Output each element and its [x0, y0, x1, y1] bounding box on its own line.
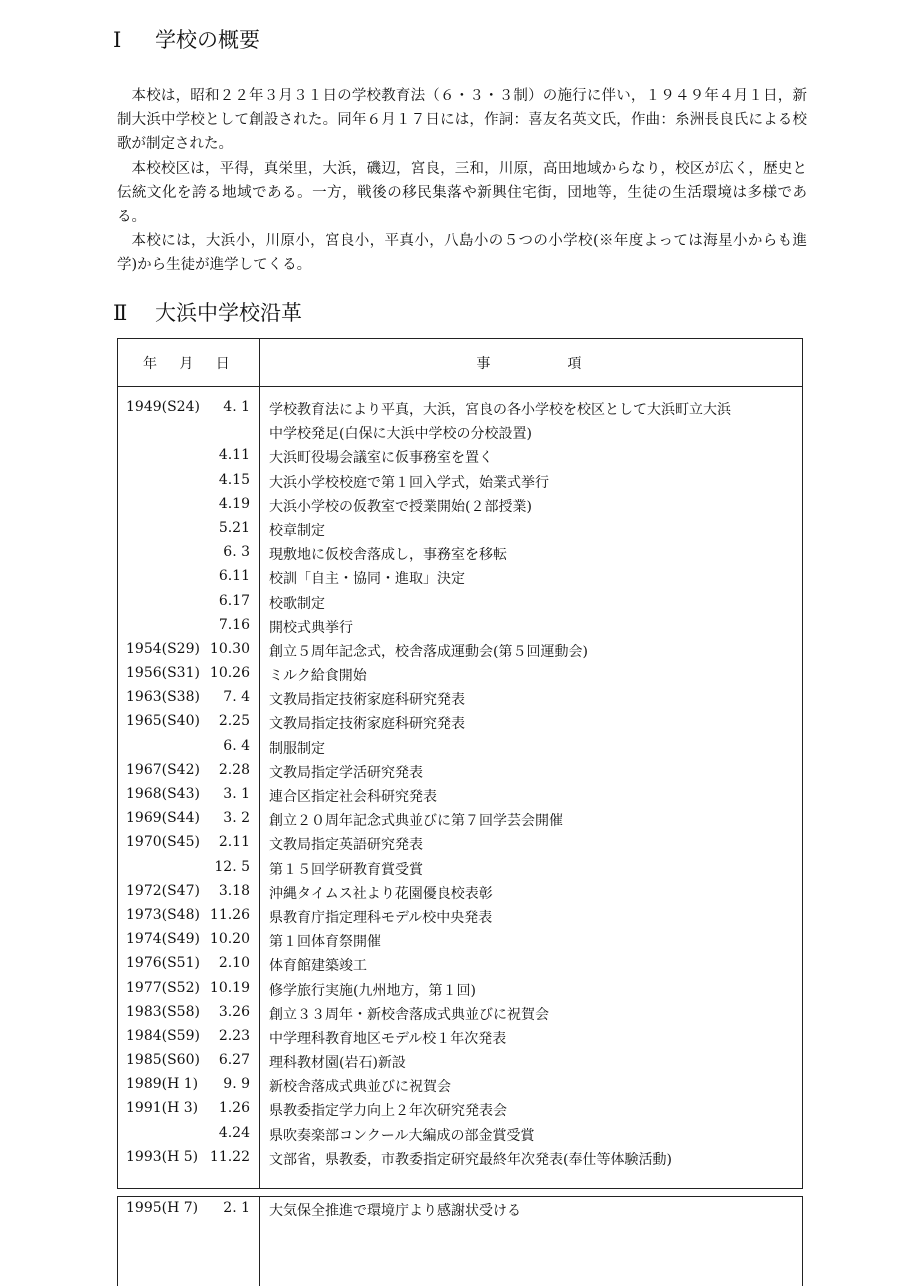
row-year: 1965(S40) — [126, 713, 200, 730]
row-event: ミルク給食開始 — [269, 668, 367, 685]
row-event: 文教局指定技術家庭科研究発表 — [269, 692, 465, 709]
row-date: 9. 9 — [223, 1076, 250, 1093]
row-date: 4. 1 — [223, 399, 250, 415]
row-date: 4.24 — [218, 1124, 250, 1141]
row-event: 文教局指定学活研究発表 — [269, 764, 423, 781]
section-title: 学校の概要 — [155, 28, 260, 52]
table-row — [118, 931, 802, 955]
row-event: 文教局指定技術家庭科研究発表 — [269, 716, 465, 733]
row-year: 1995(H 7) — [126, 1200, 199, 1216]
row-event: 連合区指定社会科研究発表 — [269, 789, 437, 805]
row-event: 校章制定 — [269, 522, 325, 539]
overview-paragraph: 本校は，昭和２２年３月３１日の学校教育法（６・３・３制）の施行に伴い，１９４９年４月１日，新制大浜中学校として創設された。同年６月１７日には，作詞：喜友名英文氏，作曲：糸洲長良氏による校歌が制定された。 — [117, 88, 807, 153]
table-row — [118, 641, 802, 665]
row-event: 創立２０周年記念式典並びに第７回学芸会開催 — [269, 813, 563, 830]
row-event: 校歌制定 — [269, 595, 325, 612]
row-event: 県教委指定学力向上２年次研究発表会 — [269, 1103, 507, 1120]
row-date: 3. 1 — [223, 786, 250, 802]
row-date: 2. 1 — [223, 1200, 250, 1216]
row-event: 大浜小学校の仮教室で授業開始(２部授業) — [269, 498, 532, 515]
row-date: 4.15 — [218, 471, 250, 488]
row-date: 5.21 — [218, 519, 250, 536]
table-row — [118, 980, 802, 1004]
row-date: 2.11 — [218, 834, 250, 851]
history-table — [117, 338, 803, 1189]
overview-paragraph: 本校には，大浜小，川原小，宮良小，平真小，八島小の５つの小学校(※年度よっては海星小からも進学)から生徒が進学してくる。 — [117, 233, 807, 274]
row-year: 1976(S51) — [126, 955, 200, 972]
history-table-continued — [117, 1196, 803, 1286]
section-heading-overview — [113, 24, 260, 54]
row-year: 1972(S47) — [126, 882, 200, 899]
header-date: 年 月 日 — [143, 356, 234, 372]
section-number: Ⅱ — [113, 301, 128, 325]
row-event: 体育館建築竣工 — [269, 958, 367, 975]
row-year: 1983(S58) — [126, 1003, 200, 1020]
table-row — [118, 520, 802, 544]
row-year: 1989(H 1) — [126, 1076, 199, 1093]
row-year: 1970(S45) — [126, 834, 200, 851]
section-heading-history — [113, 297, 302, 327]
row-year: 1977(S52) — [126, 979, 200, 996]
row-year: 1985(S60) — [126, 1052, 200, 1069]
row-date: 6.17 — [218, 592, 250, 609]
row-event: 新校舎落成式典並びに祝賀会 — [269, 1079, 451, 1096]
row-date: 2.23 — [218, 1027, 250, 1044]
overview-paragraph: 本校校区は，平得，真栄里，大浜，磯辺，宮良，三和，川原，高田地域からなり，校区が広く，歴史と伝統文化を誇る地域である。一方，戦後の移民集落や新興住宅街，団地等，生徒の生活環境は多様である。 — [117, 160, 807, 226]
row-date: 12. 5 — [214, 858, 250, 875]
row-event: 大気保全推進で環境庁より感謝状受ける — [269, 1203, 521, 1219]
table-row — [118, 617, 802, 641]
row-event: 第１回体育祭開催 — [269, 934, 381, 951]
row-event: 制服制定 — [269, 740, 325, 757]
table-row — [118, 1052, 802, 1076]
table-row — [118, 1028, 802, 1052]
row-event: 理科教材園(岩石)新設 — [269, 1055, 406, 1072]
row-date: 11.22 — [209, 1148, 250, 1165]
row-event: 中学校発足(白保に大浜中学校の分校設置) — [269, 426, 532, 443]
row-date: 10.20 — [209, 931, 250, 948]
row-event: 修学旅行実施(九州地方，第１回) — [269, 982, 476, 999]
table-row — [118, 713, 802, 737]
table-row — [118, 1200, 802, 1224]
table-row — [118, 786, 802, 810]
row-event: 文部省，県教委，市教委指定研究最終年次発表(奉仕等体験活動) — [269, 1151, 672, 1168]
row-date: 2.28 — [218, 761, 250, 778]
row-event: 開校式典挙行 — [269, 619, 353, 636]
table-row — [118, 689, 802, 713]
table-row — [118, 496, 802, 520]
row-event: 創立５周年記念式，校舎落成運動会(第５回運動会) — [269, 643, 588, 660]
row-event: 県教育庁指定理科モデル校中央発表 — [269, 909, 493, 926]
table-row — [118, 907, 802, 931]
row-event: 中学理科教育地区モデル校１年次発表 — [269, 1030, 507, 1047]
row-event: 第１５回学研教育賞受賞 — [269, 861, 423, 878]
row-date: 10.26 — [209, 665, 250, 682]
table-row — [118, 447, 802, 471]
table-row — [118, 568, 802, 592]
row-event: 大浜小学校校庭で第１回入学式，始業式挙行 — [269, 474, 549, 491]
table-row — [118, 738, 802, 762]
table-row — [118, 1076, 802, 1100]
table-row — [118, 1004, 802, 1028]
table-row — [118, 810, 802, 834]
row-year: 1974(S49) — [126, 931, 200, 948]
table-row — [118, 955, 802, 979]
row-date: 6. 3 — [223, 544, 250, 561]
row-date: 10.19 — [209, 979, 250, 996]
table-row — [118, 472, 802, 496]
table-body — [118, 399, 802, 1173]
row-year: 1991(H 3) — [126, 1100, 199, 1117]
row-date: 4.19 — [218, 495, 250, 512]
overview-text — [117, 84, 807, 278]
row-year: 1993(H 5) — [126, 1148, 199, 1165]
row-date: 2.25 — [218, 713, 250, 730]
table-row — [118, 762, 802, 786]
row-year: 1967(S42) — [126, 761, 200, 778]
row-event: 県吹奏楽部コンクール大編成の部金賞受賞 — [269, 1127, 535, 1144]
row-year: 1968(S43) — [126, 786, 200, 802]
row-date: 4.11 — [218, 447, 250, 464]
table-row — [118, 423, 802, 447]
row-event: 大浜町役場会議室に仮事務室を置く — [269, 450, 493, 467]
row-year: 1963(S38) — [126, 689, 200, 706]
row-event: 文教局指定英語研究発表 — [269, 837, 423, 854]
table-header — [118, 339, 802, 387]
table-row — [118, 399, 802, 423]
row-year: 1956(S31) — [126, 665, 200, 682]
section-number: Ⅰ — [113, 28, 122, 52]
table-row — [118, 665, 802, 689]
table-row — [118, 544, 802, 568]
row-date: 6.27 — [218, 1052, 250, 1069]
table-row — [118, 834, 802, 858]
row-event: 創立３３周年・新校舎落成式典並びに祝賀会 — [269, 1006, 549, 1023]
row-date: 3.26 — [218, 1003, 250, 1020]
section-title: 大浜中学校沿革 — [155, 301, 302, 325]
table-row — [118, 1149, 802, 1173]
row-year: 1949(S24) — [126, 399, 200, 415]
row-date: 7.16 — [218, 616, 250, 633]
row-date: 2.10 — [218, 955, 250, 972]
table-row — [118, 1100, 802, 1124]
row-date: 10.30 — [209, 640, 250, 657]
row-date: 1.26 — [218, 1100, 250, 1117]
row-date: 7. 4 — [223, 689, 250, 706]
row-year: 1984(S59) — [126, 1027, 200, 1044]
row-event: 学校教育法により平真，大浜，宮良の各小学校を校区として大浜町立大浜 — [269, 402, 731, 418]
row-date: 3. 2 — [223, 810, 250, 827]
row-date: 11.26 — [209, 906, 250, 923]
row-event: 校訓「自主・協同・進取」決定 — [269, 571, 465, 588]
table-row — [118, 883, 802, 907]
row-event: 現敷地に仮校舎落成し，事務室を移転 — [269, 547, 507, 564]
header-event: 事 項 — [476, 356, 586, 372]
row-date: 6. 4 — [223, 737, 250, 754]
table-row — [118, 593, 802, 617]
row-year: 1954(S29) — [126, 640, 200, 657]
row-event: 沖縄タイムス社より花園優良校表彰 — [269, 885, 493, 902]
row-year: 1969(S44) — [126, 810, 200, 827]
table-row — [118, 1125, 802, 1149]
row-date: 3.18 — [218, 882, 250, 899]
table-row — [118, 859, 802, 883]
row-date: 6.11 — [218, 568, 250, 585]
row-year: 1973(S48) — [126, 906, 200, 923]
